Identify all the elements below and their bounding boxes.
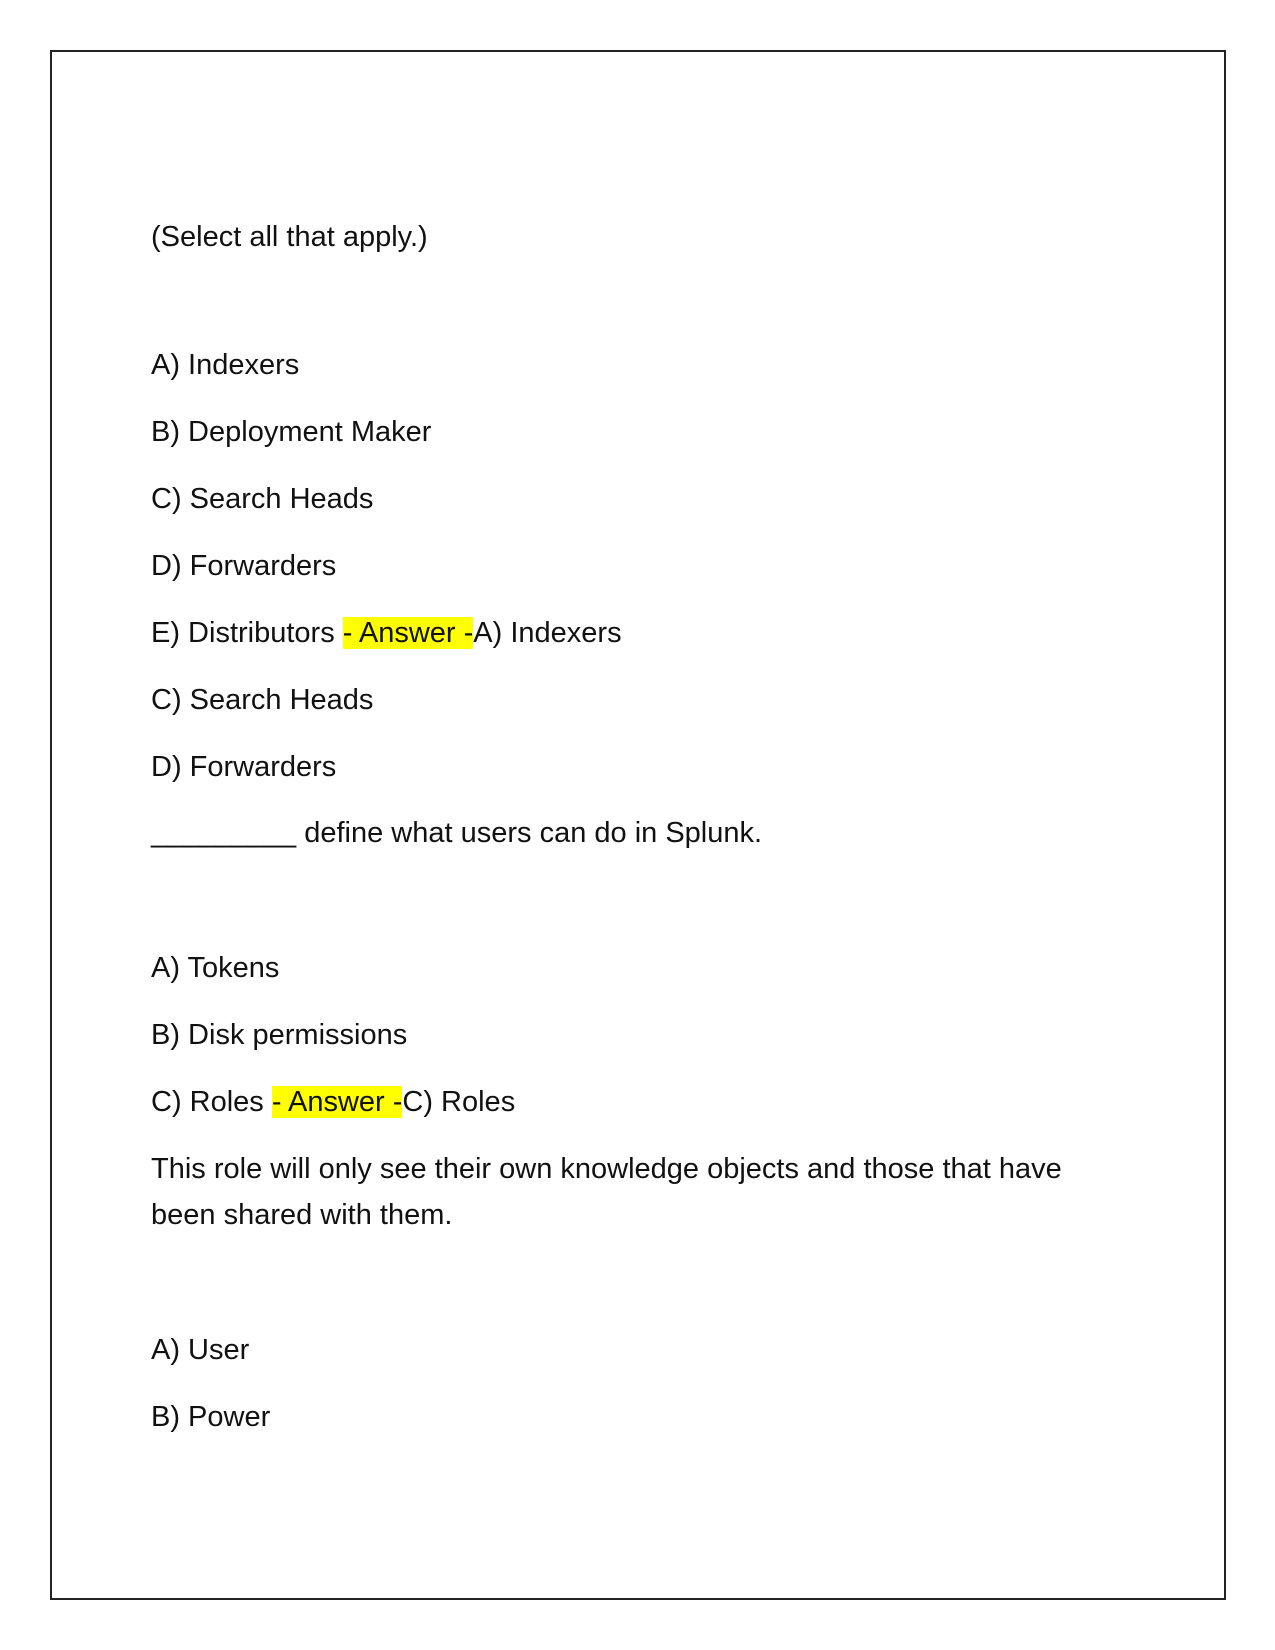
q2-answer-text: C) Roles [402,1086,516,1118]
q1-answer-continued-c: C) Search Heads [151,684,374,716]
q1-answer-line [151,610,622,656]
q1-answer-text: A) Indexers [473,617,622,649]
q2-question: _________ define what users can do in Splunk. [151,817,763,849]
q1-answer-continued-d: D) Forwarders [151,751,337,783]
q3-question: This role will only see their own knowledge objects and those that have been shared with them. [151,1153,1062,1231]
q1-option-e: E) Distributors [151,617,343,649]
q1-option-a: A) Indexers [151,349,300,381]
q3-option-a: A) User [151,1334,250,1366]
q1-answer-marker: - Answer - [342,617,474,649]
q1-option-c: C) Search Heads [151,483,374,515]
q1-option-b: B) Deployment Maker [151,416,432,448]
q2-option-c: C) Roles [151,1086,272,1118]
q1-option-d: D) Forwarders [151,550,337,582]
q3-option-b: B) Power [151,1401,271,1433]
q2-answer-marker: - Answer - [271,1086,403,1118]
q2-option-a: A) Tokens [151,952,280,984]
q1-instruction: (Select all that apply.) [151,221,428,253]
q2-option-b: B) Disk permissions [151,1019,408,1051]
q2-answer-line [151,1079,515,1125]
